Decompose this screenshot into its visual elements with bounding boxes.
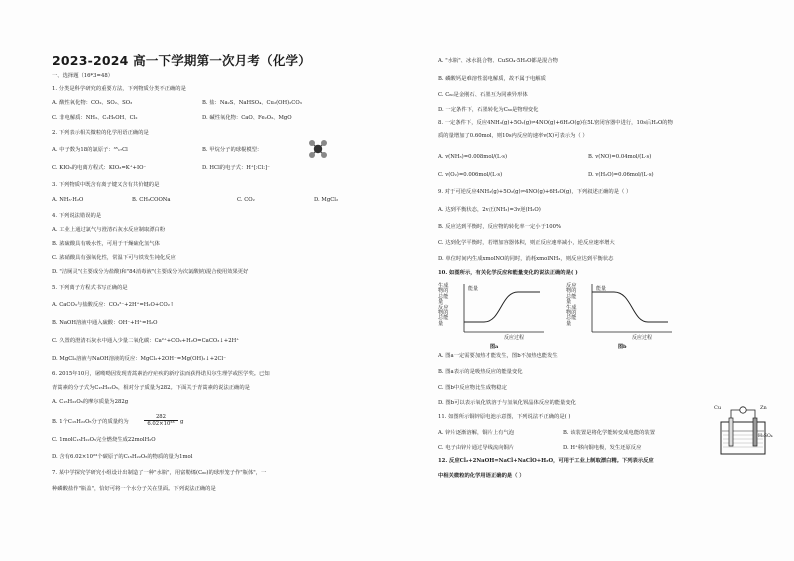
energy-diagram-a-ylabel: 生成 物的 总能 量 反应 物的 总能 量	[438, 283, 449, 327]
energy-label-a: 能量	[468, 286, 479, 292]
right-column	[438, 0, 774, 561]
question-8-stem-line2: 质的量增加了0.60mol，则10s内反应的速率v(X)可表示为（ ）	[438, 133, 588, 139]
fraction-numerator: 282	[144, 414, 178, 421]
option-c: C. KIO₃的电离方程式：KIO₃=K⁺+IO⁻	[52, 165, 147, 171]
methane-ball-stick-model	[307, 139, 329, 159]
question-9-option-a: A. 达到平衡状态，2v正(NH₃)=3v逆(H₂O)	[438, 207, 541, 213]
energy-label-b: 能量	[596, 286, 607, 292]
question-10-stem: 10. 如图所示，有关化学反应和能量变化的说法正确的是( )	[438, 270, 578, 276]
figure-caption-a: 图a	[490, 344, 499, 350]
question-7-option-b: B. 磷酸钙是难溶性弱电解质，故不属于电解质	[438, 76, 546, 82]
fraction-denominator: 6.02×10²³	[147, 421, 175, 427]
question-4-stem: 4. 下列说法错误的是	[52, 213, 102, 219]
question-8-stem-line1: 8. 一定条件下，反应4NH₃(g)+5O₂(g)⇌4NO(g)+6H₂O(g)在5L密闭容器中进行，10s后H₂O的物	[438, 120, 673, 126]
option-b: B. 盐：Na₂S、NaHSO₄、Cu₂(OH)₂CO₃	[202, 100, 302, 106]
question-9-option-d: D. 单位时间内生成xmolNO的同时，消耗xmolNH₃，则反应达到平衡状态	[438, 256, 614, 262]
question-5-option-c: C. 久置的澄清石灰水中通入少量二氧化碳：Ca²⁺+CO₂+H₂O=CaCO₃↓+2H⁺	[52, 338, 240, 344]
option-d: D. MgCl₂	[314, 197, 339, 203]
energy-diagram-b-ylabel: 反应 物的 总能 量 生成 物的 总能 量	[566, 283, 577, 327]
question-2-options-cd	[52, 165, 270, 172]
question-6-option-c: C. 1molC₁₅H₂₂O₅完全燃烧生成22molH₂O	[52, 437, 156, 443]
option-d: D. H⁺移向铜电极，发生还原反应	[563, 445, 642, 451]
question-10-option-a: A. 图a一定需要加热才能发生，图b不加热也能发生	[438, 353, 558, 359]
question-9-option-b: B. 反应达到平衡时，反应物的转化率一定小于100%	[438, 224, 562, 230]
question-6-option-d: D. 含有6.02×10²³个碳原子的C₁₅H₂₂O₅的物质的量为1mol	[52, 454, 193, 460]
option-a: A. 酸性氧化物：CO₂、SO₂、SO₃	[52, 100, 133, 106]
question-5-option-b: B. NaOH溶液中通入硫酸：OH⁻+H⁺=H₂O	[52, 320, 158, 326]
question-8-options-cd	[438, 172, 654, 179]
question-10-option-c: C. 图b中反应物比生成物稳定	[438, 385, 507, 391]
question-1-stem: 1. 分类是科学研究的重要方法，下列物质分类不正确的是	[52, 86, 186, 92]
section-header: 一、选择题（16*3=48）	[52, 73, 114, 79]
reaction-process-label-a: 反应过程	[504, 335, 525, 341]
question-1-options-ab	[52, 100, 302, 107]
cu-electrode-label: Cu	[714, 405, 722, 411]
question-3-stem: 3. 下列物质中既含有离子键又含有共价键的是	[52, 182, 160, 188]
question-6-option-a: A. C₁₅H₂₂O₅的摩尔质量为282g	[52, 399, 129, 405]
question-1-options-cd	[52, 115, 292, 122]
question-5-option-d: D. MgCl₂溶液与NaOH溶液的反应：MgCl₂+2OH⁻=Mg(OH)₂↓+2Cl⁻	[52, 356, 227, 362]
question-10-option-b: B. 图a表示的是吸热反应的能量变化	[438, 369, 523, 375]
question-5-option-a: A. CaCO₃与盐酸反应：CO₃²⁻+2H⁺=H₂O+CO₂↑	[52, 302, 175, 308]
question-9-stem: 9. 对于可逆反应4NH₃(g)+5O₂(g)⇌4NO(g)+6H₂O(g)，下列叙述正确的是（ ）	[438, 189, 632, 195]
question-7-stem-line1: 7. 某中学探究学研究小组设计出制造了一种"水瓶"，用富勒烯(C₆₀)的球形笼子作"瓶体"，一	[52, 470, 267, 476]
option-a: A. 中子数为18的氯原子：³⁵₁₇Cl	[52, 147, 128, 153]
option-c: C. 电子由锌片通过导线流向铜片	[438, 445, 515, 451]
zn-electrode-label: Zn	[760, 405, 767, 411]
question-6-stem-line1: 6. 2015年10月，屠呦呦因发现青蒿素治疗疟疾的新疗法而获得诺贝尔生理学或医学奖。已知	[52, 371, 270, 377]
reaction-process-label-b: 反应过程	[632, 335, 653, 341]
question-8-options-ab	[438, 154, 652, 161]
galvanic-cell-drawing	[714, 404, 774, 456]
unit: g	[180, 419, 184, 425]
question-12-stem-line1: 12. 反应Cl₂+2NaOH=NaCl+NaClO+H₂O，可用于工业上制取漂白精。下列表示反应	[438, 458, 654, 464]
question-10-option-d: D. 图b可以表示氧化铁溶于与氢氧化钡晶体反应的能量变化	[438, 400, 576, 406]
left-column: 2023-2024 高一下学期第一次月考（化学） 一、选择题（16*3=48） 1. 分类是科学研究的重要方法，下列物质分类不正确的是 A. 酸性氧化物：CO₂、SO₂、SO₃ B. 盐：Na₂S、NaHSO₄、Cu₂(OH)₂CO₃ C. 非电解质：NH₃、C₂H₅OH、Cl₂ D. 碱性氧化物：CaO、Fe₂O₃、MgO 2. 下列表示相关微粒的化学用语正确的是 A. 中子数为18的氯原子：³⁵₁₇Cl B. 甲烷分子的球棍模型： C. KIO₃的电离方程式：KIO₃=K⁺+IO⁻ D. HCl的电子式：H⁺[:Cl:]⁻ 3. 下列物质中既含有离子键又含有共价键的是 A. NH₃·H₂O B. CH₃COONa C. CO₂ D. MgCl₂ 4. 下列说法错误的是 A. 工业上通过氯气与澄清石灰水反应制取漂白粉 B. 浓硫酸具有吸水性，可用于干燥硫化氢气体 C. 浓硝酸具有强氧化性，常温下可与铁发生钝化反应 D. "洁厕灵"(主要成分为盐酸)和"84消毒液"(主要成分为次氯酸钠)混合使用效果更好 5. 下列离子方程式书写正确的是 A. CaCO₃与盐酸反应：CO₃²⁻+2H⁺=H₂O+CO₂↑ B. NaOH溶液中通入硫酸：OH⁻+H⁺=H₂O C. 久置的澄清石灰水中通入少量二氧化碳：Ca²⁺+CO₂+H₂O=CaCO₃↓+2H⁺ D. MgCl₂溶液与NaOH溶液的反应：MgCl₂+2OH⁻=Mg(OH)₂↓+2Cl⁻ 6. 2015年10月，屠呦呦因发现青蒿素治疗疟疾的新疗法而获得诺贝尔生理学或医学奖。已知 青蒿素的分子式为C₁₅H₂₂O₅，相对分子质量为282。下面关于青蒿素的说法正确的是 A. C₁₅H₂₂O₅的摩尔质量为282g B. 1个C₁₅H₂₂O₅分子的质量约为 $\frac{282}{\text{6.02×10²³}}$ g C. 1molC₁₅H₂₂O₅完全燃烧生成22molH₂O D. 含有6.02×10²³个碳原子的C₁₅H₂₂O₅的物质的量为1mol 7. 某中学探究学研究小组设计出制造了一种"水瓶"，用富勒烯(C₆₀)的球形笼子作"瓶体"，一 种磷酸盐作"瓶盖"，恰好可将一个水分子关在里面。下列说法正确的是	[52, 53, 339, 492]
option-d: D. 碱性氧化物：CaO、Fe₂O₃、MgO	[202, 115, 292, 121]
question-12-stem-line2: 中相关微粒的化学用语正确的是（ ）	[438, 473, 525, 479]
question-7-option-a: A. "水瓶"、冰水混合物、CuSO₄·5H₂O都是混合物	[438, 58, 558, 64]
question-2-stem: 2. 下列表示相关微粒的化学用语正确的是	[52, 130, 149, 136]
option-a: A. v(NH₃)=0.008mol/(L·s)	[438, 154, 508, 160]
option-a: A. 锌片逐渐溶解，铜片上有气泡	[438, 430, 515, 436]
option-b: B. 甲烷分子的球棍模型：	[202, 147, 263, 153]
option-c: C. v(O₂)=0.006mol/(L·s)	[438, 172, 503, 178]
fraction	[144, 414, 178, 428]
question-4-option-a: A. 工业上通过氯气与澄清石灰水反应制取漂白粉	[52, 227, 166, 233]
question-4-option-d: D. "洁厕灵"(主要成分为盐酸)和"84消毒液"(主要成分为次氯酸钠)混合使用效果更好	[52, 269, 249, 275]
option-d: D. v(H₂O)=0.06mol/(L·s)	[588, 172, 654, 178]
galvanic-cell-diagram	[714, 404, 774, 456]
question-7-option-d: D. 一定条件下，石墨转化为C₆₀是物理变化	[438, 107, 539, 113]
option-b: B. CH₃COONa	[132, 197, 171, 203]
question-7-option-c: C. C₆₀是金刚石、石墨互为同素异形体	[438, 92, 528, 98]
page-title: 2023-2024 高一下学期第一次月考（化学）	[52, 53, 311, 68]
question-3-options	[52, 197, 339, 204]
question-11-options-cd	[438, 445, 642, 452]
energy-diagram-b	[566, 282, 676, 352]
figure-caption-b: 图b	[618, 344, 627, 350]
question-5-stem: 5. 下列离子方程式书写正确的是	[52, 285, 128, 291]
question-9-option-c: C. 达到化学平衡时，若增加容器体积，则正反应速率减小，逆反应速率增大	[438, 240, 615, 246]
question-6-stem-line2: 青蒿素的分子式为C₁₅H₂₂O₅，相对分子质量为282。下面关于青蒿素的说法正确的是	[52, 385, 250, 391]
question-11-options-ab	[438, 430, 656, 437]
question-2-options-ab	[52, 147, 263, 154]
question-11-stem: 11. 如图所示铜锌原电池示意图，下列说法不正确的是( )	[438, 414, 571, 420]
energy-diagram-a	[438, 282, 548, 352]
question-4-option-c: C. 浓硝酸具有强氧化性，常温下可与铁发生钝化反应	[52, 255, 176, 261]
electrolyte-label: H₂SO₄	[758, 434, 773, 439]
option-d: D. HCl的电子式：H⁺[:Cl:]⁻	[202, 165, 270, 171]
option-c: C. 非电解质：NH₃、C₂H₅OH、Cl₂	[52, 115, 138, 121]
option-b: B. v(NO)=0.04mol/(L·s)	[588, 154, 652, 160]
question-4-option-b: B. 浓硫酸具有吸水性，可用于干燥硫化氢气体	[52, 241, 160, 247]
option-a: A. NH₃·H₂O	[52, 197, 84, 203]
option-b: B. 该装置是将化学能转变成电能的装置	[563, 430, 656, 436]
option-c: C. CO₂	[237, 197, 255, 203]
question-7-stem-line2: 种磷酸盐作"瓶盖"，恰好可将一个水分子关在里面。下列说法正确的是	[52, 486, 216, 492]
